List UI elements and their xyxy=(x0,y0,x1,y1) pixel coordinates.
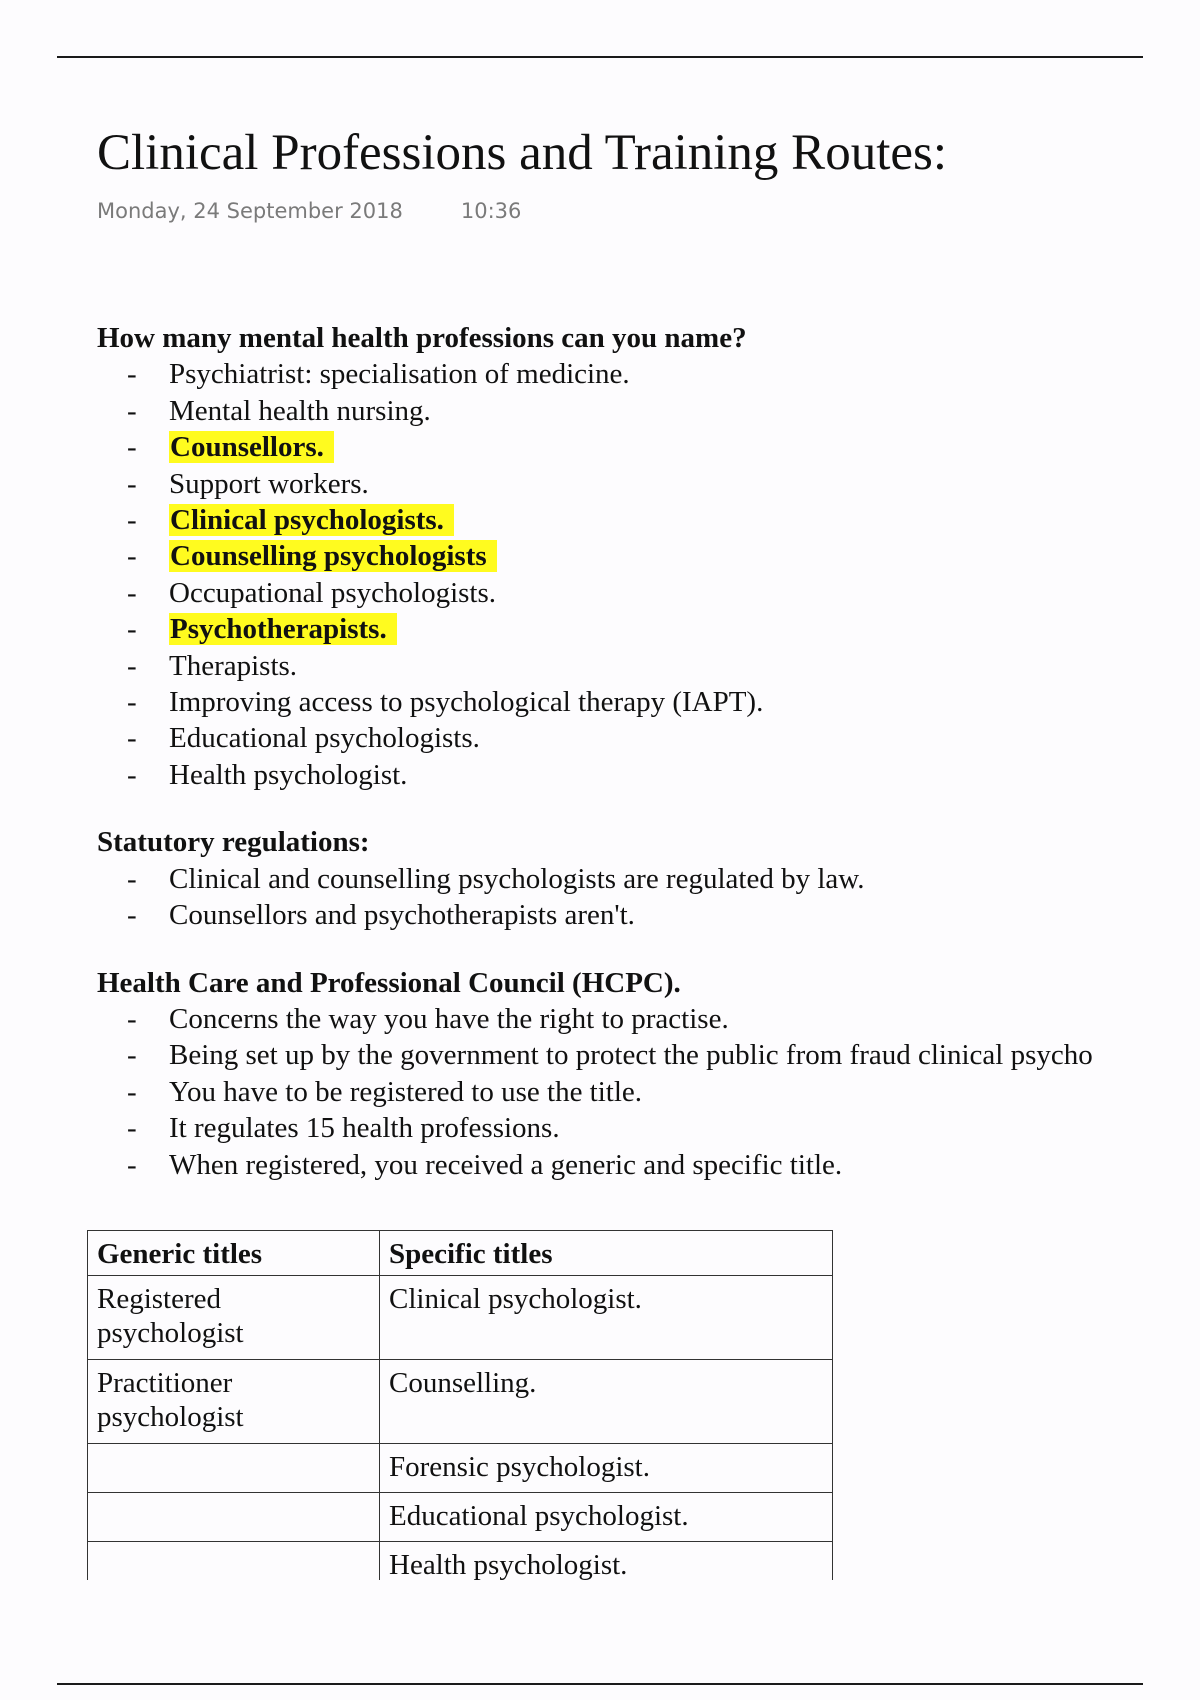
dash-marker: - xyxy=(127,758,137,791)
statutory-list xyxy=(97,861,1200,934)
list-item xyxy=(97,466,1200,502)
page-date: Monday, 24 September 2018 xyxy=(97,199,403,223)
bottom-rule xyxy=(57,1683,1143,1685)
table-cell: Health psychologist. xyxy=(380,1542,833,1581)
dash-marker: - xyxy=(127,1112,137,1145)
dash-marker: - xyxy=(127,686,137,719)
list-item-text: Health psychologist. xyxy=(169,758,408,791)
dash-marker: - xyxy=(127,576,137,609)
dash-marker: - xyxy=(127,613,137,646)
table-cell: Practitioner psychologist xyxy=(88,1360,380,1444)
section-heading: Health Care and Professional Council (HCPC). xyxy=(97,966,681,999)
list-item xyxy=(97,1001,1200,1037)
section-professions xyxy=(97,320,1200,793)
table-header-row xyxy=(88,1231,833,1276)
list-item-text: Concerns the way you have the right to practise. xyxy=(169,1002,729,1035)
list-item-text: Psychiatrist: specialisation of medicine. xyxy=(169,358,630,391)
list-item xyxy=(97,861,1200,897)
list-item xyxy=(97,648,1200,684)
header-specific-titles: Specific titles xyxy=(380,1231,833,1276)
list-item xyxy=(97,356,1200,392)
table-cell: Educational psychologist. xyxy=(380,1493,833,1542)
dash-marker: - xyxy=(127,1002,137,1035)
dash-marker: - xyxy=(127,1148,137,1181)
section-hcpc xyxy=(97,965,1200,1183)
table-cell: Forensic psychologist. xyxy=(380,1444,833,1493)
list-item xyxy=(97,757,1200,793)
list-item xyxy=(97,684,1200,720)
highlighted-text: Counsellors. xyxy=(169,431,334,463)
highlighted-text: Clinical psychologists. xyxy=(169,504,454,536)
list-item-text: Clinical and counselling psychologists are regulated by law. xyxy=(169,862,865,895)
list-item xyxy=(97,429,1200,465)
list-item-text: Occupational psychologists. xyxy=(169,576,497,609)
header-generic-titles: Generic titles xyxy=(88,1231,380,1276)
table-row xyxy=(88,1276,833,1360)
table-row xyxy=(88,1360,833,1444)
dash-marker: - xyxy=(127,1039,137,1072)
list-item-text: Therapists. xyxy=(169,649,298,682)
list-item-text: Support workers. xyxy=(169,467,369,500)
dash-marker: - xyxy=(127,467,137,500)
table-cell xyxy=(88,1444,380,1493)
list-item-text: It regulates 15 health professions. xyxy=(169,1112,560,1145)
list-item xyxy=(97,1037,1200,1073)
professions-list xyxy=(97,356,1200,793)
list-item-text: Being set up by the government to protect the public from fraud clinical psycho xyxy=(169,1039,1093,1072)
dash-marker: - xyxy=(127,1075,137,1108)
dash-marker: - xyxy=(127,394,137,427)
list-item-text: You have to be registered to use the title. xyxy=(169,1075,643,1108)
list-item xyxy=(97,393,1200,429)
list-item xyxy=(97,897,1200,933)
dash-marker: - xyxy=(127,722,137,755)
table-row xyxy=(88,1493,833,1542)
top-rule xyxy=(57,56,1143,58)
highlighted-text: Psychotherapists. xyxy=(169,613,397,645)
list-item-text: Counsellors and psychotherapists aren't. xyxy=(169,899,635,932)
titles-table xyxy=(87,1230,833,1580)
list-item xyxy=(97,1147,1200,1183)
table-row xyxy=(88,1444,833,1493)
list-item xyxy=(97,502,1200,538)
list-item xyxy=(97,575,1200,611)
titles-table-wrapper xyxy=(87,1230,833,1580)
table-cell xyxy=(88,1542,380,1581)
dash-marker: - xyxy=(127,431,137,464)
list-item xyxy=(97,611,1200,647)
table-cell: Counselling. xyxy=(380,1360,833,1444)
dash-marker: - xyxy=(127,862,137,895)
list-item-text: Educational psychologists. xyxy=(169,722,480,755)
section-statutory xyxy=(97,824,1200,933)
hcpc-list xyxy=(97,1001,1200,1183)
section-heading: How many mental health professions can you name? xyxy=(97,322,747,354)
table-cell xyxy=(88,1493,380,1542)
page-meta xyxy=(97,199,521,223)
highlighted-text: Counselling psychologists xyxy=(169,540,497,572)
list-item xyxy=(97,1110,1200,1146)
list-item-text: When registered, you received a generic and specific title. xyxy=(169,1148,843,1181)
list-item xyxy=(97,538,1200,574)
dash-marker: - xyxy=(127,899,137,932)
dash-marker: - xyxy=(127,358,137,391)
dash-marker: - xyxy=(127,504,137,537)
list-item xyxy=(97,720,1200,756)
section-heading: Statutory regulations: xyxy=(97,826,370,859)
note-content xyxy=(97,320,1200,1214)
dash-marker: - xyxy=(127,540,137,573)
list-item-text: Improving access to psychological therapy (IAPT). xyxy=(169,686,764,719)
dash-marker: - xyxy=(127,649,137,682)
list-item-text: Mental health nursing. xyxy=(169,394,431,427)
table-cell: Registered psychologist xyxy=(88,1276,380,1360)
page-title: Clinical Professions and Training Routes: xyxy=(97,125,948,181)
table-row xyxy=(88,1542,833,1581)
list-item xyxy=(97,1074,1200,1110)
page-time: 10:36 xyxy=(460,199,522,223)
table-cell: Clinical psychologist. xyxy=(380,1276,833,1360)
